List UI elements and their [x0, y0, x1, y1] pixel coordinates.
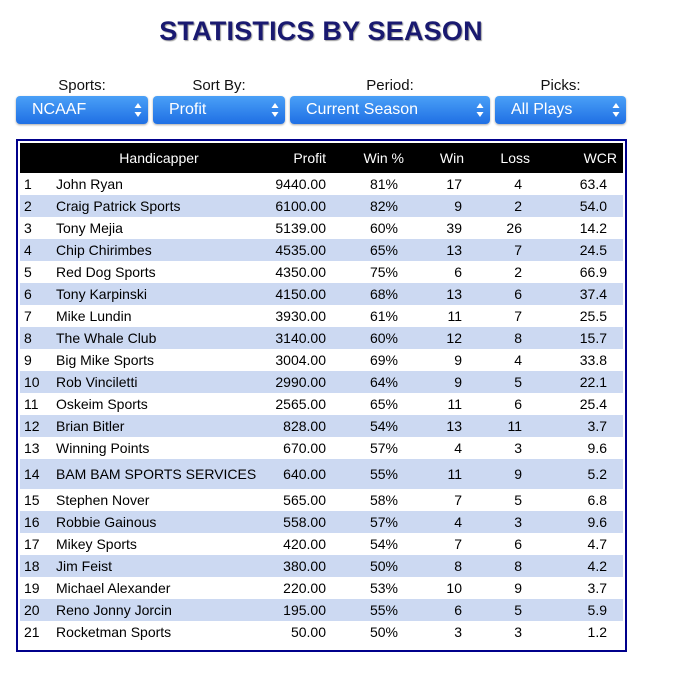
handicapper-name[interactable]: Rocketman Sports	[52, 621, 262, 643]
win-cell: 12	[410, 327, 478, 349]
profit-cell: 4150.00	[262, 283, 332, 305]
win-pct-cell: 55%	[332, 599, 410, 621]
win-pct-cell: 60%	[332, 327, 410, 349]
rank-cell: 21	[20, 621, 52, 643]
sort-by-label: Sort By:	[192, 77, 246, 94]
profit-header[interactable]: Profit	[262, 143, 332, 173]
win-pct-cell: 60%	[332, 217, 410, 239]
win-cell: 10	[410, 577, 478, 599]
loss-cell: 5	[478, 599, 550, 621]
win-pct-cell: 54%	[332, 533, 410, 555]
table-row	[20, 305, 623, 327]
loss-cell: 6	[478, 393, 550, 415]
wcr-cell: 4.7	[550, 533, 623, 555]
win-cell: 17	[410, 173, 478, 195]
wcr-cell: 6.8	[550, 489, 623, 511]
wcr-cell: 5.2	[550, 459, 623, 489]
handicapper-name[interactable]: Jim Feist	[52, 555, 262, 577]
wcr-cell: 4.2	[550, 555, 623, 577]
wcr-cell: 14.2	[550, 217, 623, 239]
rank-cell: 2	[20, 195, 52, 217]
loss-cell: 6	[478, 283, 550, 305]
table-row	[20, 533, 623, 555]
profit-cell: 6100.00	[262, 195, 332, 217]
rank-cell: 6	[20, 283, 52, 305]
loss-cell: 6	[478, 533, 550, 555]
picks-select[interactable]	[495, 96, 626, 124]
rank-cell: 11	[20, 393, 52, 415]
win-cell: 7	[410, 489, 478, 511]
table-row	[20, 555, 623, 577]
wcr-cell: 9.6	[550, 511, 623, 533]
handicapper-name[interactable]: John Ryan	[52, 173, 262, 195]
handicapper-name[interactable]: Brian Bitler	[52, 415, 262, 437]
loss-cell: 9	[478, 459, 550, 489]
win-pct-cell: 53%	[332, 577, 410, 599]
sports-select[interactable]	[16, 96, 148, 124]
profit-cell: 828.00	[262, 415, 332, 437]
sports-select-value: NCAAF	[32, 101, 87, 118]
table-row	[20, 511, 623, 533]
table-row	[20, 173, 623, 195]
win-cell: 6	[410, 599, 478, 621]
loss-cell: 9	[478, 577, 550, 599]
rank-cell: 4	[20, 239, 52, 261]
profit-cell: 9440.00	[262, 173, 332, 195]
wcr-cell: 1.2	[550, 621, 623, 643]
table-row	[20, 283, 623, 305]
loss-cell: 5	[478, 371, 550, 393]
table-row	[20, 217, 623, 239]
win-pct-cell: 65%	[332, 239, 410, 261]
filter-bar	[16, 76, 628, 126]
table-header-row	[20, 143, 623, 173]
profit-cell: 565.00	[262, 489, 332, 511]
handicapper-name[interactable]: Tony Mejia	[52, 217, 262, 239]
win-pct-cell: 65%	[332, 393, 410, 415]
table-row	[20, 459, 623, 489]
loss-cell: 2	[478, 261, 550, 283]
select-arrows-icon	[612, 102, 620, 118]
table-row	[20, 327, 623, 349]
handicapper-name[interactable]: Red Dog Sports	[52, 261, 262, 283]
wcr-cell: 66.9	[550, 261, 623, 283]
profit-cell: 640.00	[262, 459, 332, 489]
win-cell: 13	[410, 415, 478, 437]
win-cell: 7	[410, 533, 478, 555]
loss-cell: 26	[478, 217, 550, 239]
wcr-cell: 15.7	[550, 327, 623, 349]
loss-cell: 3	[478, 437, 550, 459]
win-cell: 13	[410, 239, 478, 261]
picks-label: Picks:	[540, 77, 581, 94]
win-pct-cell: 54%	[332, 415, 410, 437]
loss-cell: 3	[478, 511, 550, 533]
rank-cell: 10	[20, 371, 52, 393]
win-pct-cell: 82%	[332, 195, 410, 217]
win-cell: 11	[410, 305, 478, 327]
stats-table-body	[20, 173, 623, 643]
win-pct-cell: 50%	[332, 555, 410, 577]
profit-cell: 558.00	[262, 511, 332, 533]
win-pct-cell: 57%	[332, 437, 410, 459]
rank-cell: 13	[20, 437, 52, 459]
wcr-cell: 25.4	[550, 393, 623, 415]
period-select[interactable]	[290, 96, 490, 124]
stats-table	[20, 143, 623, 643]
rank-cell: 15	[20, 489, 52, 511]
win-cell: 39	[410, 217, 478, 239]
handicapper-name[interactable]: Mikey Sports	[52, 533, 262, 555]
win-pct-cell: 57%	[332, 511, 410, 533]
loss-cell: 7	[478, 239, 550, 261]
wcr-cell: 37.4	[550, 283, 623, 305]
win-cell: 3	[410, 621, 478, 643]
win-cell: 13	[410, 283, 478, 305]
win-pct-cell: 69%	[332, 349, 410, 371]
period-select-value: Current Season	[306, 101, 419, 118]
wcr-cell: 3.7	[550, 415, 623, 437]
picks-filter	[495, 76, 626, 118]
win-pct-cell: 68%	[332, 283, 410, 305]
rank-cell: 18	[20, 555, 52, 577]
rank-header	[20, 143, 52, 173]
win-cell: 9	[410, 349, 478, 371]
profit-cell: 4350.00	[262, 261, 332, 283]
rank-cell: 14	[20, 459, 52, 489]
rank-cell: 3	[20, 217, 52, 239]
loss-cell: 7	[478, 305, 550, 327]
handicapper-name[interactable]: Oskeim Sports	[52, 393, 262, 415]
win-cell: 4	[410, 511, 478, 533]
loss-cell: 2	[478, 195, 550, 217]
win-cell: 4	[410, 437, 478, 459]
table-row	[20, 261, 623, 283]
table-row	[20, 239, 623, 261]
profit-cell: 670.00	[262, 437, 332, 459]
table-row	[20, 195, 623, 217]
handicapper-name[interactable]: Chip Chirimbes	[52, 239, 262, 261]
win-pct-cell: 55%	[332, 459, 410, 489]
table-row	[20, 489, 623, 511]
rank-cell: 12	[20, 415, 52, 437]
handicapper-header[interactable]: Handicapper	[52, 143, 262, 173]
wcr-cell: 24.5	[550, 239, 623, 261]
win-pct-cell: 81%	[332, 173, 410, 195]
sort-by-select-value: Profit	[169, 101, 207, 118]
period-label: Period:	[366, 77, 414, 94]
wcr-cell: 25.5	[550, 305, 623, 327]
profit-cell: 420.00	[262, 533, 332, 555]
win-cell: 6	[410, 261, 478, 283]
rank-cell: 1	[20, 173, 52, 195]
profit-cell: 2565.00	[262, 393, 332, 415]
handicapper-name[interactable]: Rob Vinciletti	[52, 371, 262, 393]
win-cell: 9	[410, 195, 478, 217]
wcr-header[interactable]: WCR	[550, 143, 623, 173]
sort-by-select[interactable]	[153, 96, 285, 124]
table-row	[20, 393, 623, 415]
rank-cell: 19	[20, 577, 52, 599]
handicapper-name[interactable]: Robbie Gainous	[52, 511, 262, 533]
win-pct-cell: 50%	[332, 621, 410, 643]
profit-cell: 3930.00	[262, 305, 332, 327]
loss-cell: 5	[478, 489, 550, 511]
win-pct-cell: 75%	[332, 261, 410, 283]
rank-cell: 20	[20, 599, 52, 621]
sports-label: Sports:	[58, 77, 106, 94]
table-row	[20, 415, 623, 437]
handicapper-name[interactable]: BAM BAM SPORTS SERVICES	[52, 459, 262, 489]
wcr-cell: 9.6	[550, 437, 623, 459]
wcr-cell: 54.0	[550, 195, 623, 217]
loss-header[interactable]: Loss	[478, 143, 550, 173]
rank-cell: 9	[20, 349, 52, 371]
profit-cell: 3140.00	[262, 327, 332, 349]
table-row	[20, 577, 623, 599]
picks-select-value: All Plays	[511, 101, 573, 118]
handicapper-name[interactable]: Craig Patrick Sports	[52, 195, 262, 217]
wcr-cell: 3.7	[550, 577, 623, 599]
profit-cell: 380.00	[262, 555, 332, 577]
sort-by-filter	[153, 76, 285, 118]
win-pct-cell: 58%	[332, 489, 410, 511]
handicapper-name[interactable]: Michael Alexander	[52, 577, 262, 599]
period-filter	[290, 76, 490, 118]
rank-cell: 5	[20, 261, 52, 283]
win-pct-cell: 61%	[332, 305, 410, 327]
handicapper-name[interactable]: Big Mike Sports	[52, 349, 262, 371]
page-title: STATISTICS BY SEASON	[159, 16, 483, 46]
wcr-cell: 33.8	[550, 349, 623, 371]
handicapper-name[interactable]: Winning Points	[52, 437, 262, 459]
profit-cell: 50.00	[262, 621, 332, 643]
select-arrows-icon	[134, 102, 142, 118]
loss-cell: 11	[478, 415, 550, 437]
handicapper-name[interactable]: The Whale Club	[52, 327, 262, 349]
win-cell: 11	[410, 459, 478, 489]
rank-cell: 7	[20, 305, 52, 327]
win-pct-cell: 64%	[332, 371, 410, 393]
handicapper-name[interactable]: Reno Jonny Jorcin	[52, 599, 262, 621]
loss-cell: 3	[478, 621, 550, 643]
handicapper-name[interactable]: Tony Karpinski	[52, 283, 262, 305]
select-arrows-icon	[271, 102, 279, 118]
rank-cell: 17	[20, 533, 52, 555]
loss-cell: 4	[478, 349, 550, 371]
handicapper-name[interactable]: Stephen Nover	[52, 489, 262, 511]
profit-cell: 2990.00	[262, 371, 332, 393]
sports-filter	[16, 76, 148, 118]
loss-cell: 8	[478, 327, 550, 349]
stats-table-container	[16, 139, 627, 652]
win-cell: 9	[410, 371, 478, 393]
table-row	[20, 371, 623, 393]
profit-cell: 195.00	[262, 599, 332, 621]
table-row	[20, 599, 623, 621]
win-cell: 11	[410, 393, 478, 415]
wcr-cell: 5.9	[550, 599, 623, 621]
table-row	[20, 437, 623, 459]
rank-cell: 16	[20, 511, 52, 533]
profit-cell: 220.00	[262, 577, 332, 599]
win-header[interactable]: Win	[410, 143, 478, 173]
table-row	[20, 349, 623, 371]
profit-cell: 4535.00	[262, 239, 332, 261]
win-cell: 8	[410, 555, 478, 577]
wcr-cell: 63.4	[550, 173, 623, 195]
loss-cell: 8	[478, 555, 550, 577]
select-arrows-icon	[476, 102, 484, 118]
win-pct-header[interactable]: Win %	[332, 143, 410, 173]
rank-cell: 8	[20, 327, 52, 349]
profit-cell: 5139.00	[262, 217, 332, 239]
profit-cell: 3004.00	[262, 349, 332, 371]
table-row	[20, 621, 623, 643]
loss-cell: 4	[478, 173, 550, 195]
handicapper-name[interactable]: Mike Lundin	[52, 305, 262, 327]
wcr-cell: 22.1	[550, 371, 623, 393]
